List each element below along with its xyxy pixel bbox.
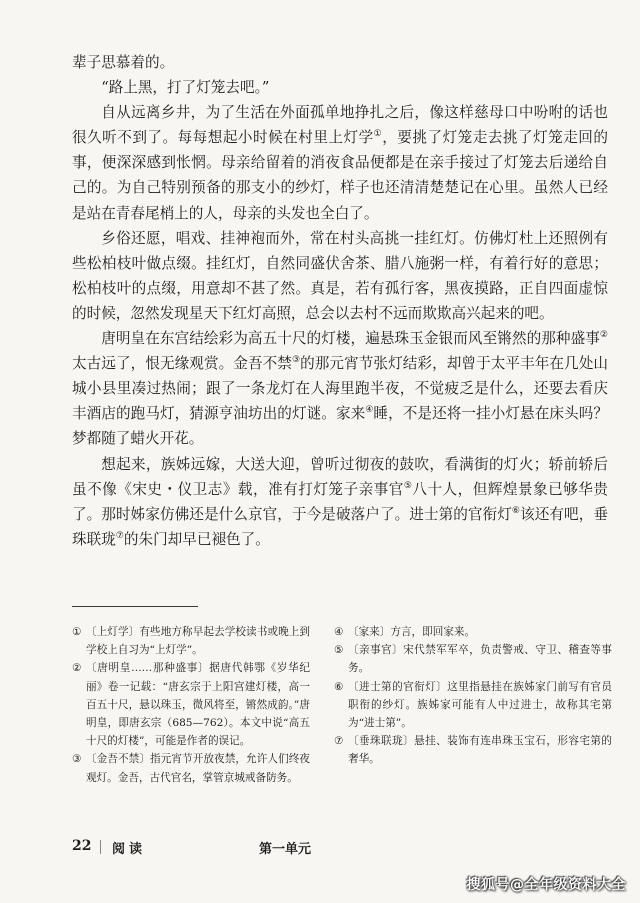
unit-label: 第一单元 [259, 842, 312, 857]
text-run: 辈子思慕着的。 [72, 54, 175, 71]
footnote [72, 623, 310, 659]
footnote [72, 750, 310, 786]
paragraph [72, 50, 608, 75]
footnote-text: 〔亲事官〕宋代禁军军卒，负责警戒、守卫、稽查等事务。 [348, 644, 612, 675]
footnote-text: 〔金吾不禁〕指元宵节开放夜禁，允许人们终夜观灯。金吾，古代官名，掌管京城戒备防务。 [86, 753, 310, 784]
paragraph [72, 226, 608, 326]
text-run: 想起来，族姊远嫁，大送大迎，曾听过彻夜的鼓吹，看满街的灯火；轿前轿后虽不像《宋史・仪卫志》载，准有打灯笼子亲事官 [72, 455, 608, 498]
footnote-number: ⑦ [334, 735, 344, 748]
footnote-text: 〔唐明皇……那种盛事〕据唐代韩鄂《岁华纪丽》卷一记载：“唐玄宗于上阳宫建灯楼，高一百五十尺，悬以珠玉，微风将至，锵然成韵。”唐明皇，即唐玄宗（685—762）。本文中说“高五十尺的灯楼”，可能是作者的误记。 [86, 662, 310, 748]
book-title: 阅读 [112, 842, 147, 857]
paragraph [72, 452, 608, 552]
footnote-number: ① [72, 626, 82, 638]
footnote-text: 〔上灯学〕有些地方称早起去学校读书或晚上到学校上自习为“上灯学”。 [86, 626, 310, 657]
footnote-ref[interactable]: ④ [365, 405, 374, 416]
footnote-text: 〔家来〕方言，即回家来。 [348, 626, 476, 638]
paragraph [72, 75, 608, 100]
footnote-text: 〔进士第的官衔灯〕这里指悬挂在族姊家门前写有官员职衔的纱灯。族姊家可能有人中过进士，故称其宅第为“进士第”。 [348, 680, 612, 730]
footnote-number: ⑤ [334, 644, 344, 657]
paragraph [72, 100, 608, 225]
page-number: 22 [72, 838, 92, 854]
text-run: 乡俗还愿，唱戏、挂神袍而外，常在村头高挑一挂红灯。仿佛灯杜上还照例有些松柏枝叶做点缀。挂红灯，自然同盛伏舍茶、腊八施粥一样，有着行好的意思；松柏枝叶的点缀，用意却不甚了然。真是，若有孤行客，黑夜摸路，正自四面虚惊的时候，忽然发现星天下红灯高照，总会以去村不远而欺欺高兴起来的吧。 [72, 229, 608, 322]
text-run: 的那元宵节张灯结彩，却曾于太平丰年在几处山城小县里凑过热闹；跟了一条龙灯在人海里跑半夜，不觉疲乏是什么，还要去看庆丰酒店的跑马灯，猜源亨油坊出的灯谜。家来 [72, 355, 608, 423]
footnote-ref[interactable]: ⑥ [511, 505, 521, 516]
text-run: 唐明皇在东宫结绘彩为高五十尺的灯楼，遍悬珠玉金银而风至锵然的那种盛事 [101, 330, 600, 348]
text-run: “路上黑，打了灯笼去吧。” [101, 79, 270, 97]
page-footer [72, 838, 608, 858]
footnote-number: ③ [72, 753, 82, 766]
footnote-ref[interactable]: ① [373, 129, 383, 140]
footnote-ref[interactable]: ⑤ [403, 480, 413, 491]
text-run: 该还有吧，垂珠联珑 [72, 505, 608, 548]
footnote-text: 〔垂珠联珑〕悬挂、装饰有连串珠玉宝石，形容宅第的奢华。 [348, 735, 612, 766]
text-run: 的朱门却早已褪色了。 [123, 530, 270, 548]
article-body [72, 50, 608, 552]
text-run: 太古远了，恨无缘观赏。金吾不禁 [72, 355, 292, 373]
footnote [334, 623, 612, 641]
footnote-ref[interactable]: ⑦ [115, 530, 124, 541]
text-run: 自从远离乡井，为了生活在外面孤单地挣扎之后，像这样慈母口中吩咐的话也很久听不到了。每每想起小时候在村里上灯学 [72, 104, 608, 147]
paragraph [72, 326, 608, 451]
footnote-ref[interactable]: ③ [291, 355, 301, 366]
footnote-ref[interactable]: ② [599, 330, 608, 341]
footer-separator [100, 840, 101, 854]
footnote-number: ④ [334, 626, 344, 638]
footnote-number: ② [72, 662, 82, 675]
footnote [334, 732, 612, 768]
footnote-divider [72, 606, 198, 607]
footnote [334, 641, 612, 677]
text-run: ，要挑了灯笼走去挑了灯笼走回的事，便深深感到怅惘。母亲给留着的消夜食品便都是在亲手接过了灯笼去后递给自己的。为自己特别预备的那支小的纱灯，样子也还清清楚楚记在心里。虽然人已经是站在青春尾梢上的人，母亲的头发也全白了。 [72, 129, 608, 222]
footnote-number: ⑥ [334, 680, 344, 693]
watermark: 搜狐号@全年级资料大全 [466, 877, 626, 893]
text-run: 睡，不是还将一挂小灯悬在床头吗？梦都随了蜡火开花。 [72, 405, 608, 448]
text-run: 八十人，但辉煌景象已够华贵了。那时姊家仿佛还是什么京官，于今是破落户了。进士第的官衔灯 [72, 480, 608, 523]
footnotes-right-column [334, 623, 612, 769]
footnotes-left-column [72, 623, 310, 787]
footnote [334, 678, 612, 733]
footnote [72, 659, 310, 750]
